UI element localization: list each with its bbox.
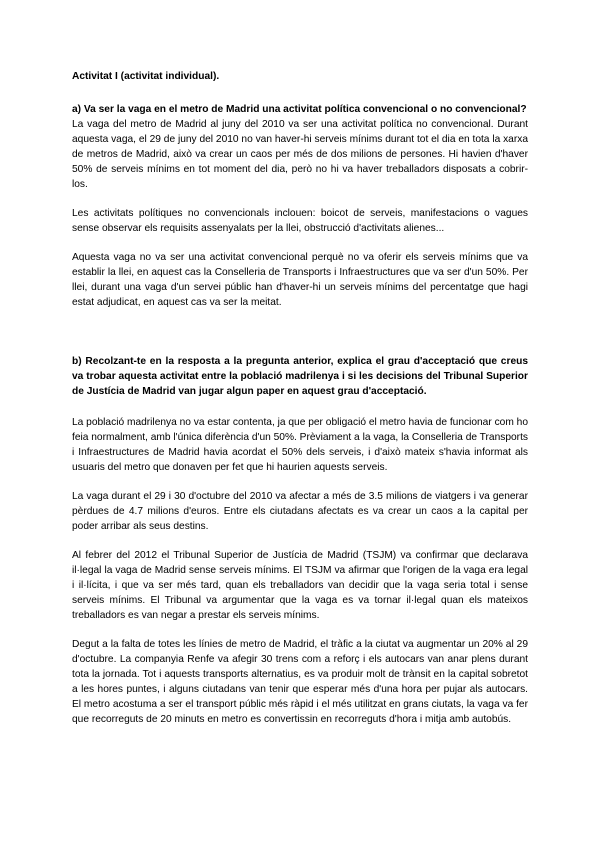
paragraph: Degut a la falta de totes les línies de metro de Madrid, el tràfic a la ciutat va augmentar un 20% al 29 d'octubre. La companyia Renfe va afegir 30 trens com a reforç i els autocars van anar plens durant tota la jornada. Tot i aquests transports alternatius, es va produir molt de trànsit en la capital sobretot a les hores puntes, i alguns ciutadans van tenir que esperar més d'una hora per pujar als autocars. El metro acostuma a ser el transport públic més ràpid i el més utilitzat en grans ciutats, la vaga va fer que recorreguts de 20 minuts en metro es convertissin en recorreguts d'hora i mitja amb autobús.	[72, 639, 528, 725]
paragraph: La vaga del metro de Madrid al juny del 2010 va ser una activitat política no convencional. Durant aquesta vaga, el 29 de juny del 2010 no van haver-hi serveis mínims durant tot el dia en tota la xarxa de metros de Madrid, això va crear un caos per més de dos milions de persones. Hi havien d'haver 50% de serveis mínims en tot moment del dia, però no hi va haver treballadors disposats a cobrir-los.	[72, 119, 528, 190]
section-b	[72, 354, 528, 727]
section-a	[72, 102, 528, 310]
paragraph: Les activitats polítiques no convencionals inclouen: boicot de serveis, manifestacions o vagues sense observar els requisits assenyalats per la llei, obstrucció d'activitats alienes...	[72, 208, 528, 234]
paragraph: Aquesta vaga no va ser una activitat convencional perquè no va oferir els serveis mínims que va establir la llei, en aquest cas la Conselleria de Transports i Infraestructures que va ser d'un 50%. Per llei, durant una vaga d'un servei públic han d'haver-hi un serveis mínims del percentatge que hagi estat adjudicat, en aquest cas va ser la meitat.	[72, 252, 528, 308]
document-title: Activitat I (activitat individual).	[72, 71, 220, 82]
question-a: a) Va ser la vaga en el metro de Madrid una activitat política convencional o no convencional?	[72, 104, 527, 115]
question-b: b) Recolzant-te en la resposta a la pregunta anterior, explica el grau d'acceptació que creus va trobar aquesta activitat entre la població madrilenya i si les decisions del Tribunal Superior de Justícia de Madrid van jugar algun paper en aquest grau d'acceptació.	[72, 356, 528, 397]
paragraph: La vaga durant el 29 i 30 d'octubre del 2010 va afectar a més de 3.5 milions de viatgers i va generar pèrdues de 4.7 milions d'euros. Entre els ciutadans afectats es va crear un caos a la capital per poder arribar als seus destins.	[72, 491, 528, 532]
paragraph: La població madrilenya no va estar contenta, ja que per obligació el metro havia de funcionar com ho feia normalment, amb l'única diferència d'un 50%. Prèviament a la vaga, la Conselleria de Transports i Infraestructures de Madrid havia acordat el 50% dels serveis, i d'això mateix s'havia informat als usuaris del metro que donaven per fet que hi haurien aquests serveis.	[72, 417, 528, 473]
paragraph: Al febrer del 2012 el Tribunal Superior de Justícia de Madrid (TSJM) va confirmar que declarava il·legal la vaga de Madrid sense serveis mínims. El TSJM va afirmar que l'origen de la vaga era legal i il·lícita, i que va ser més tard, quan els treballadors van decidir que la vaga seria total i sense serveis mínims. El Tribunal va argumentar que la vaga es va tornar il·legal quan els mateixos treballadors es van negar a prestar els serveis mínims.	[72, 550, 528, 621]
